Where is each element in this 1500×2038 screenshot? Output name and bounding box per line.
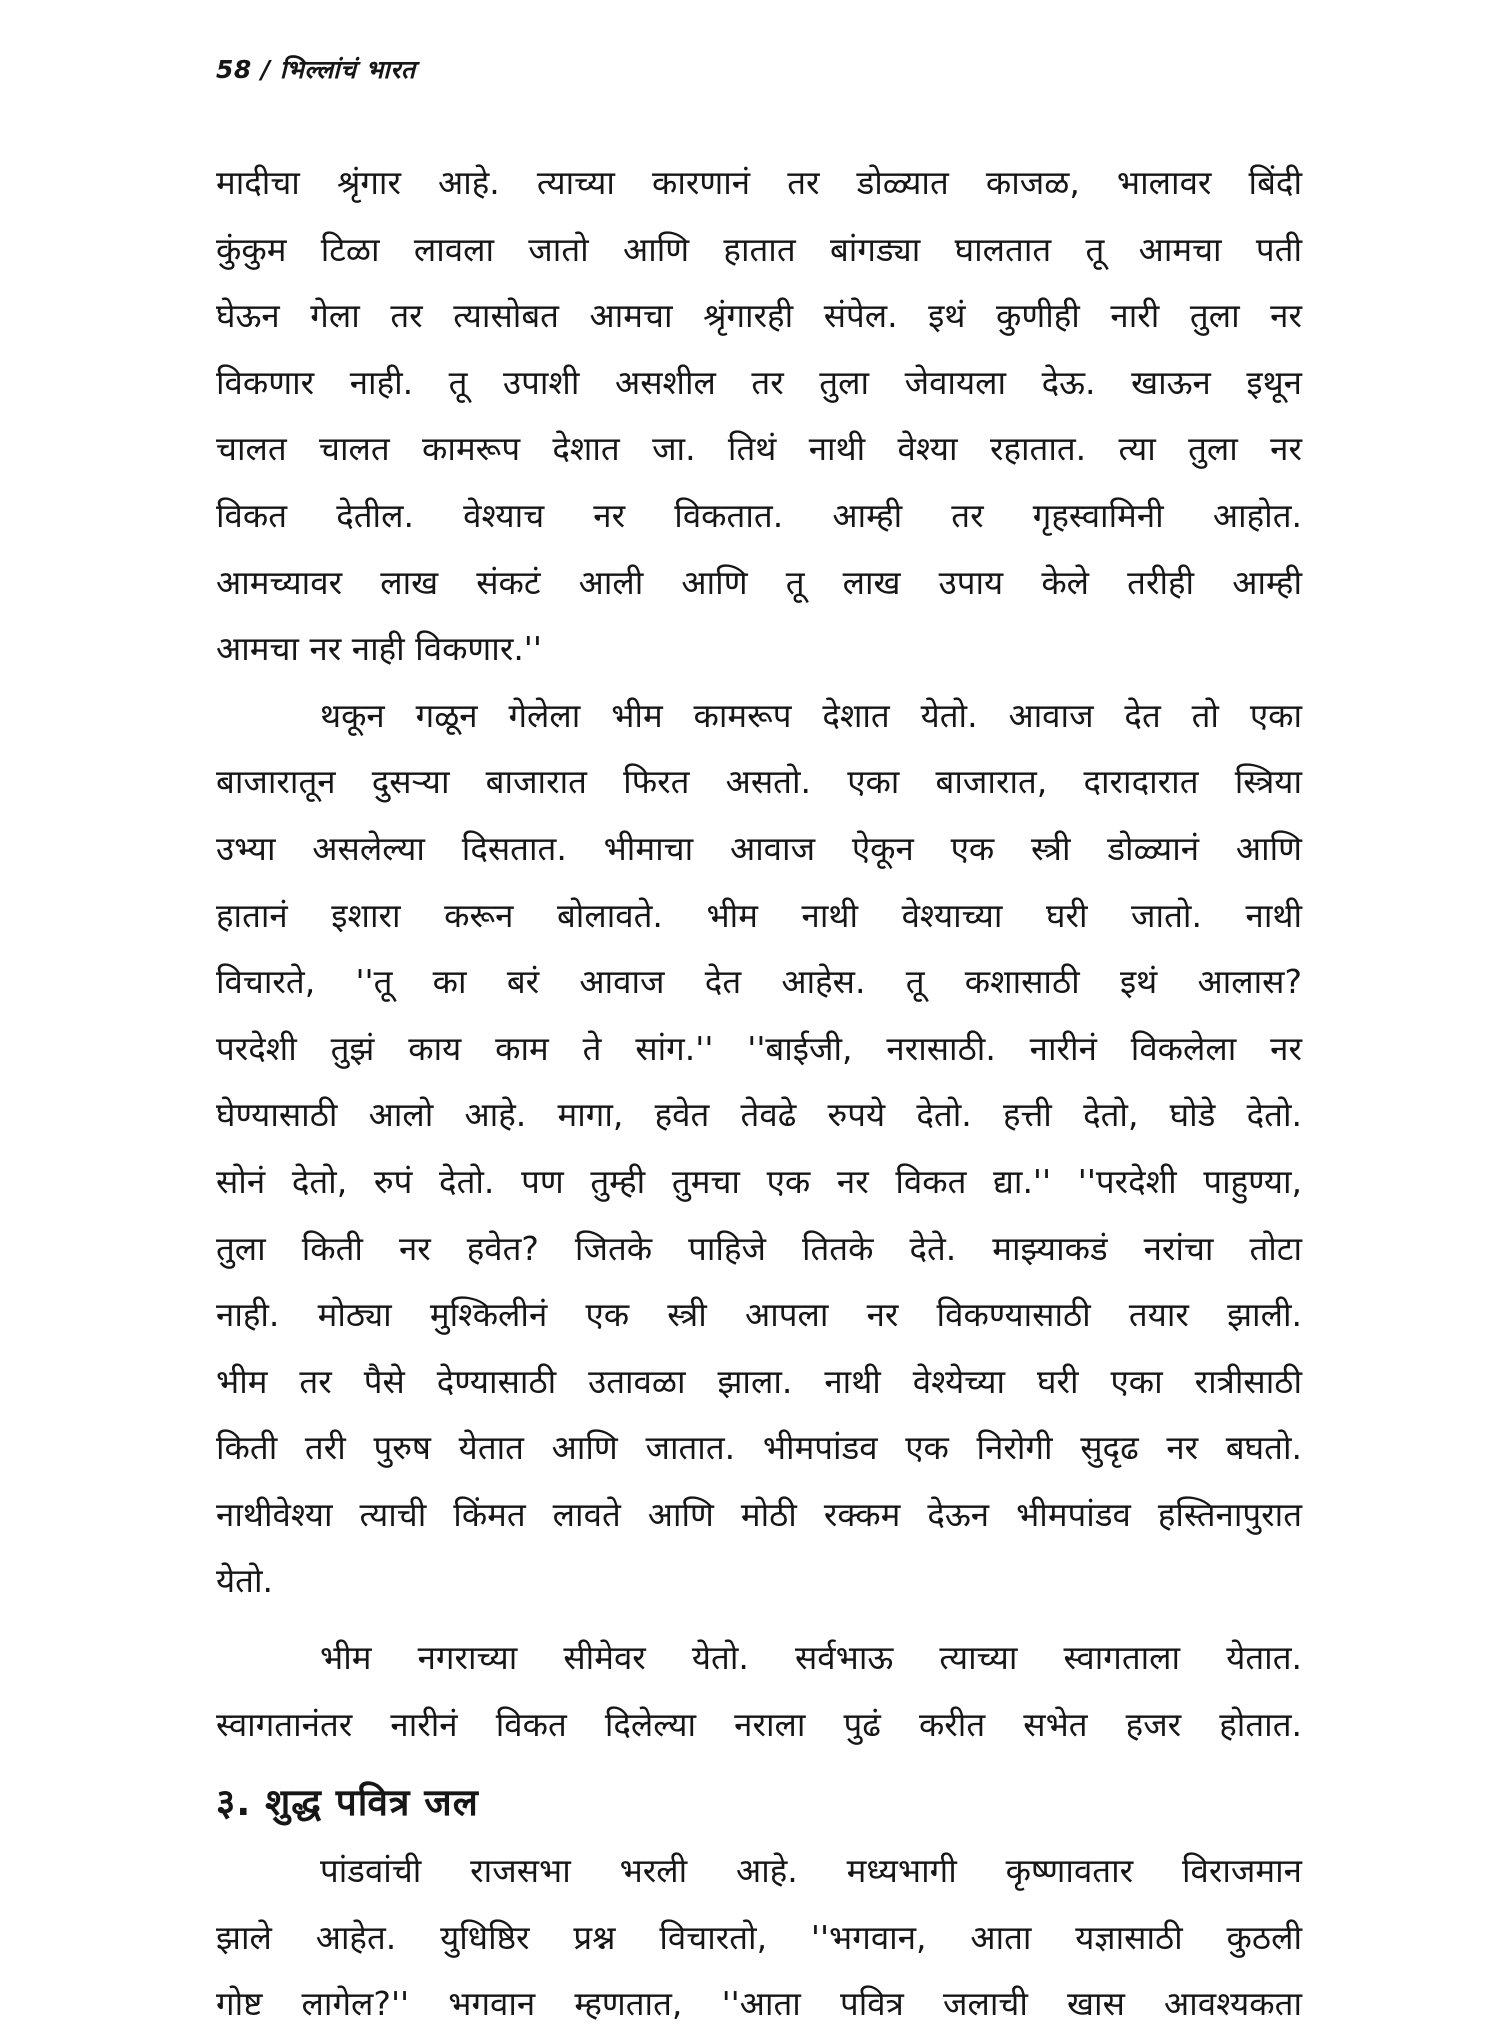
text-line: घेऊन गेला तर त्यासोबत आमचा श्रृंगारही संपेल. इथं कुणीही नारी तुला नर xyxy=(216,296,1302,336)
text-line: उभ्या असलेल्या दिसतात. भीमाचा आवाज ऐकून एक स्त्री डोळ्यानं आणि xyxy=(216,828,1302,868)
text-line: परदेशी तुझं काय काम ते सांग.'' ''बाईजी, नरासाठी. नारीनं विकलेला नर xyxy=(216,1028,1302,1068)
text-line: विचारते, ''तू का बरं आवाज देत आहेस. तू कशासाठी इथं आलास? xyxy=(216,962,1302,1002)
text-line: गोष्ट लागेल?'' भगवान म्हणतात, ''आता पवित्र जलाची खास आवश्यकता xyxy=(216,1984,1302,2024)
text-line: येतो. xyxy=(216,1561,273,1601)
paragraph-2 xyxy=(216,683,1302,1615)
text-line: झाले आहेत. युधिष्ठिर प्रश्न विचारतो, ''भगवान, आता यज्ञासाठी कुठली xyxy=(216,1917,1302,1957)
text-line: घेण्यासाठी आलो आहे. मागा, हवेत तेवढे रुपये देतो. हत्ती देतो, घोडे देतो. xyxy=(216,1095,1302,1135)
paragraph-4 xyxy=(216,1838,1302,2038)
text-line: थकून गळून गेलेला भीम कामरूप देशात येतो. आवाज देत तो एका xyxy=(320,695,1302,735)
section-heading: ३. शुद्ध पवित्र जल xyxy=(216,1781,479,1825)
paragraph-3 xyxy=(216,1625,1302,1758)
text-line: मादीचा श्रृंगार आहे. त्याच्या कारणानं तर डोळ्यात काजळ, भालावर बिंदी xyxy=(216,163,1302,202)
running-head: 58 / भिल्लांचं भारत xyxy=(216,55,416,84)
text-line: विकणार नाही. तू उपाशी असशील तर तुला जेवायला देऊ. खाऊन इथून xyxy=(216,362,1302,402)
text-line: आमच्यावर लाख संकटं आली आणि तू लाख उपाय केले तरीही आम्ही xyxy=(216,562,1302,602)
text-line: भीम नगराच्या सीमेवर येतो. सर्वभाऊ त्याच्या स्वागताला येतात. xyxy=(320,1638,1302,1678)
page-body xyxy=(216,150,1302,2038)
text-line: तुला किती नर हवेत? जितके पाहिजे तितके देते. माझ्याकडं नरांचा तोटा xyxy=(216,1228,1302,1268)
text-line: नाथीवेश्या त्याची किंमत लावते आणि मोठी रक्कम देऊन भीमपांडव हस्तिनापुरात xyxy=(216,1494,1302,1534)
paragraph-1 xyxy=(216,150,1302,683)
text-line: आमचा नर नाही विकणार.'' xyxy=(216,629,542,669)
text-line: कुंकुम टिळा लावला जातो आणि हातात बांगड्या घालतात तू आमचा पती xyxy=(216,229,1302,269)
text-line: बाजारातून दुसऱ्या बाजारात फिरत असतो. एका बाजारात, दारादारात स्त्रिया xyxy=(216,762,1302,802)
text-line: नाही. मोठ्या मुश्किलीनं एक स्त्री आपला नर विकण्यासाठी तयार झाली. xyxy=(216,1295,1302,1335)
text-line: भीम तर पैसे देण्यासाठी उतावळा झाला. नाथी वेश्येच्या घरी एका रात्रीसाठी xyxy=(216,1361,1302,1401)
text-line: चालत चालत कामरूप देशात जा. तिथं नाथी वेश्या रहातात. त्या तुला नर xyxy=(216,429,1302,469)
text-line: सोनं देतो, रुपं देतो. पण तुम्ही तुमचा एक नर विकत द्या.'' ''परदेशी पाहुण्या, xyxy=(216,1161,1302,1201)
text-line: स्वागतानंतर नारीनं विकत दिलेल्या नराला पुढं करीत सभेत हजर होतात. xyxy=(216,1704,1302,1744)
text-line: हातानं इशारा करून बोलावते. भीम नाथी वेश्याच्या घरी जातो. नाथी xyxy=(216,895,1302,935)
text-line: किती तरी पुरुष येतात आणि जातात. भीमपांडव एक निरोगी सुदृढ नर बघतो. xyxy=(216,1428,1302,1468)
text-line: विकत देतील. वेश्याच नर विकतात. आम्ही तर गृहस्वामिनी आहोत. xyxy=(216,495,1302,535)
text-line: पांडवांची राजसभा भरली आहे. मध्यभागी कृष्णावतार विराजमान xyxy=(320,1851,1302,1891)
